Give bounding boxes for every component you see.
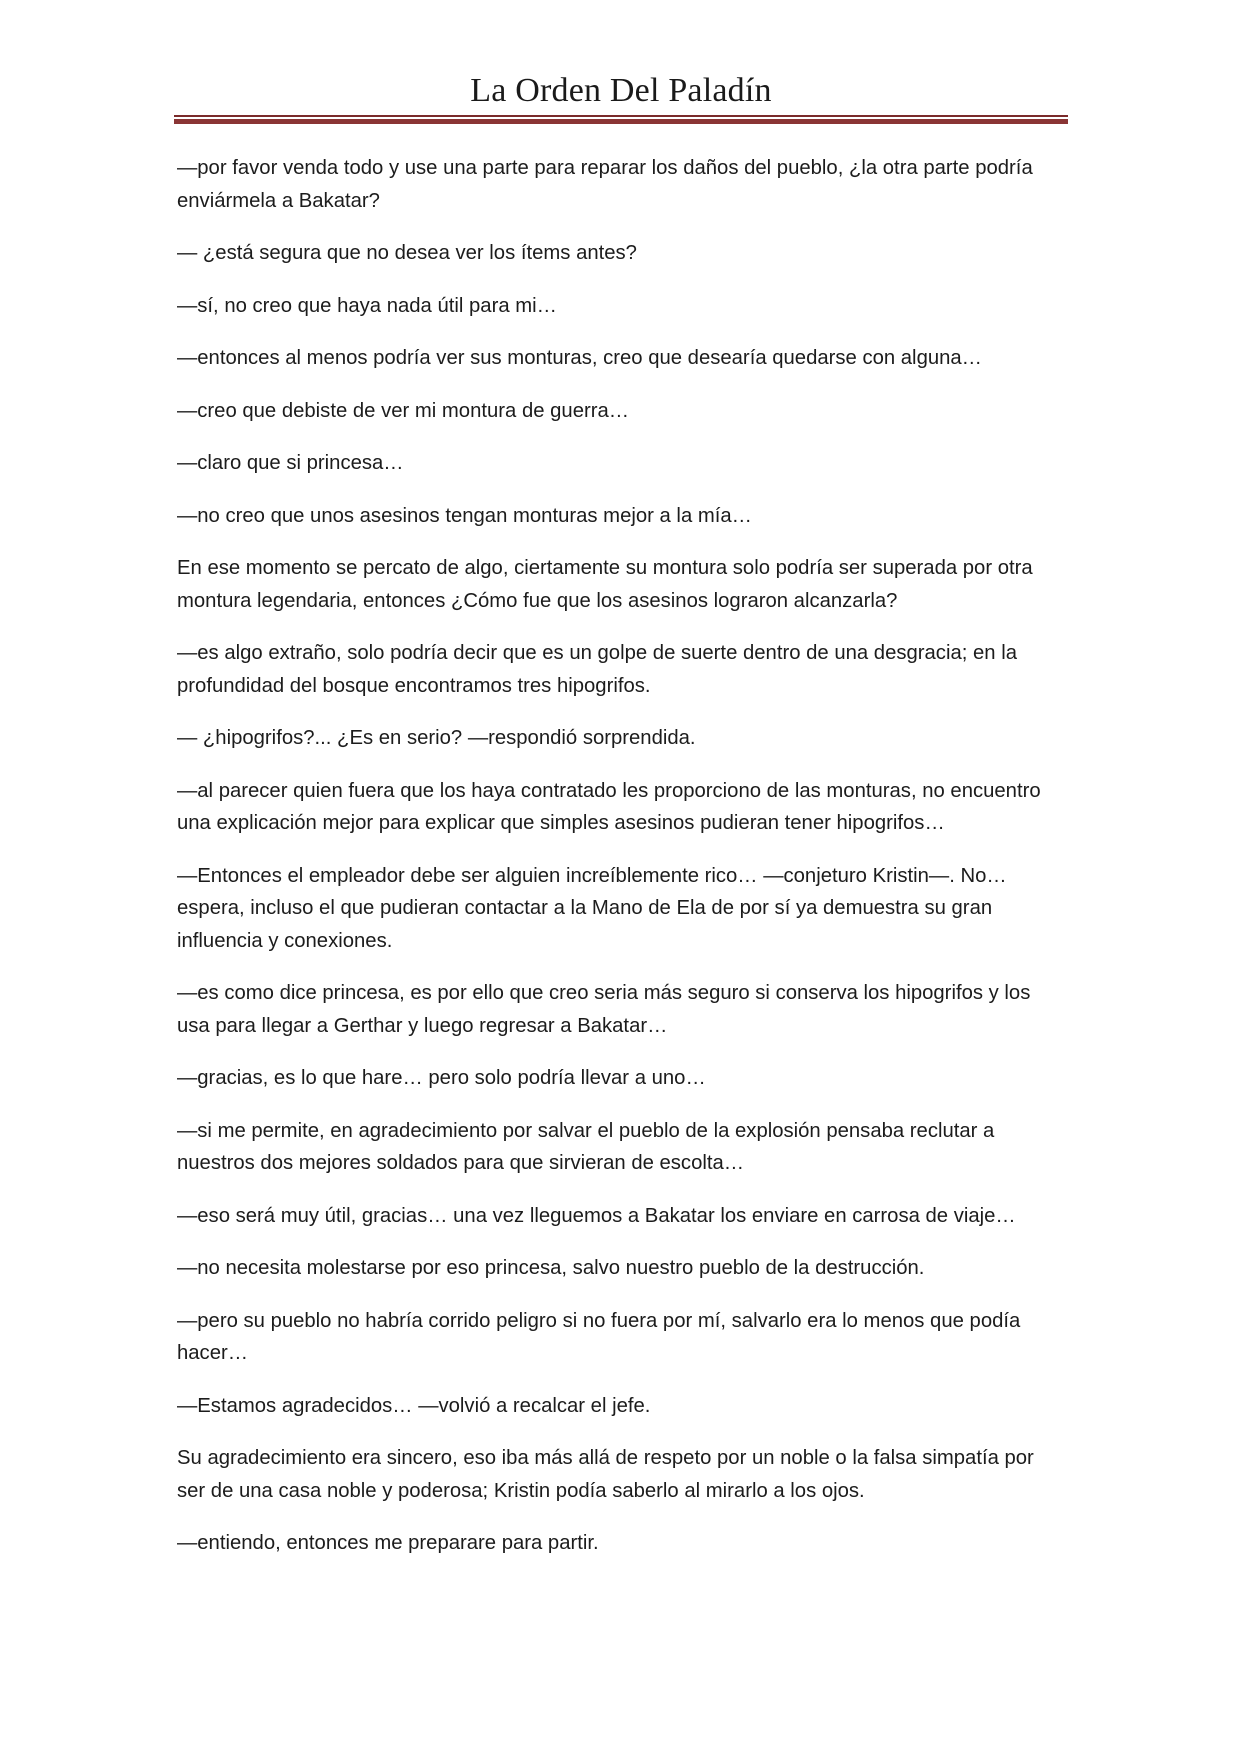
paragraph: —si me permite, en agradecimiento por salvar el pueblo de la explosión pensaba reclutar a nuestros dos mejores soldados para que sirvieran de escolta…: [177, 1119, 995, 1174]
paragraph: —sí, no creo que haya nada útil para mi…: [177, 294, 557, 317]
paragraph: —es como dice princesa, es por ello que creo seria más seguro si conserva los hipogrifos y los usa para llegar a Gerthar y luego regresar a Bakatar…: [177, 982, 1031, 1037]
paragraph: —por favor venda todo y use una parte para reparar los daños del pueblo, ¿la otra parte podría enviármela a Bakatar?: [177, 157, 1033, 212]
paragraph: —gracias, es lo que hare… pero solo podría llevar a uno…: [177, 1067, 706, 1089]
paragraph: Su agradecimiento era sincero, eso iba más allá de respeto por un noble o la falsa simpatía por ser de una casa noble y poderosa; Kristin podía saberlo al mirarlo a los ojos.: [177, 1447, 1034, 1502]
header-rule-thin: [174, 115, 1068, 117]
paragraph: —es algo extraño, solo podría decir que es un golpe de suerte dentro de una desgracia; en la profundidad del bosque encontramos tres hipogrifos.: [177, 642, 1017, 697]
paragraph: —Entonces el empleador debe ser alguien increíblemente rico… —conjeturo Kristin—. No… espera, incluso el que pudieran contactar a la Mano de Ela de por sí ya demuestra su gran influencia y conexiones.: [177, 864, 1007, 952]
paragraph: — ¿hipogrifos?... ¿Es en serio? —respondió sorprendida.: [177, 727, 696, 749]
body-text: [177, 152, 1067, 1580]
paragraph: —al parecer quien fuera que los haya contratado les proporciono de las monturas, no encuentro una explicación mejor para explicar que simples asesinos pudieran tener hipogrifos…: [177, 779, 1041, 834]
paragraph: —entonces al menos podría ver sus monturas, creo que desearía quedarse con alguna…: [177, 347, 982, 369]
paragraph: En ese momento se percato de algo, ciertamente su montura solo podría ser superada por otra montura legendaria, entonces ¿Cómo fue que los asesinos lograron alcanzarla?: [177, 557, 1033, 612]
paragraph: — ¿está segura que no desea ver los ítems antes?: [177, 242, 637, 264]
paragraph: —no necesita molestarse por eso princesa, salvo nuestro pueblo de la destrucción.: [177, 1257, 925, 1279]
header-rule-thick: [174, 119, 1068, 124]
paragraph: —Estamos agradecidos… —volvió a recalcar el jefe.: [177, 1394, 651, 1417]
paragraph: —eso será muy útil, gracias… una vez lleguemos a Bakatar los enviare en carrosa de viaje…: [177, 1204, 1016, 1227]
paragraph: —pero su pueblo no habría corrido peligro si no fuera por mí, salvarlo era lo menos que podía hacer…: [177, 1309, 1021, 1364]
paragraph: —no creo que unos asesinos tengan monturas mejor a la mía…: [177, 504, 752, 527]
paragraph: —claro que si princesa…: [177, 452, 404, 474]
paragraph: —entiendo, entonces me preparare para partir.: [177, 1532, 599, 1554]
page-header-title: La Orden Del Paladín: [470, 72, 772, 109]
paragraph: —creo que debiste de ver mi montura de guerra…: [177, 399, 630, 422]
